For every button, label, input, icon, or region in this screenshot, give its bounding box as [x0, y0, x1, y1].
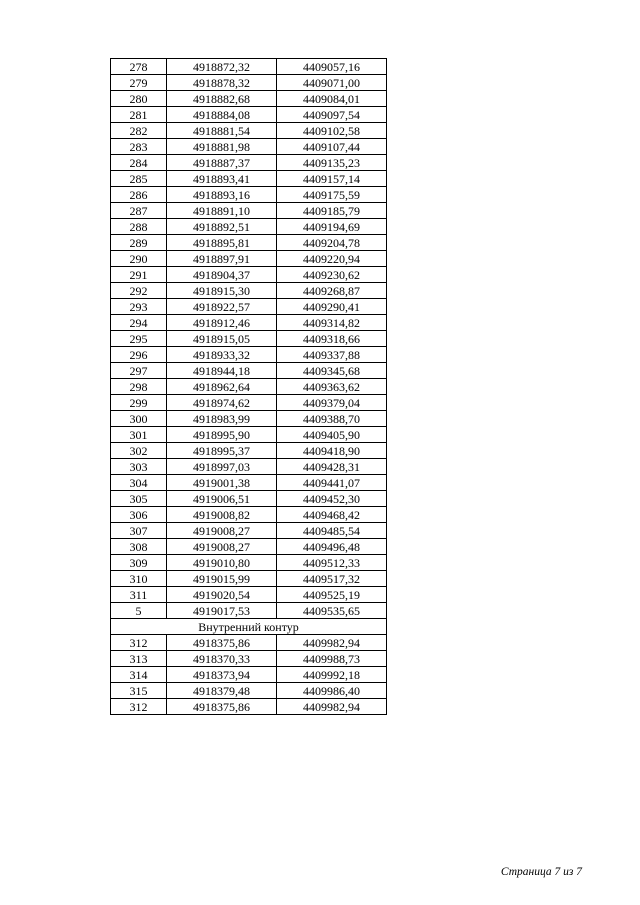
- y-coordinate-cell: 4409496,48: [277, 539, 387, 555]
- x-coordinate-cell: 4918370,33: [167, 651, 277, 667]
- table-row: [111, 59, 387, 75]
- x-coordinate-cell: 4919001,38: [167, 475, 277, 491]
- point-number-cell: 311: [111, 587, 167, 603]
- point-number-cell: 302: [111, 443, 167, 459]
- x-coordinate-cell: 4918995,90: [167, 427, 277, 443]
- x-coordinate-cell: 4918897,91: [167, 251, 277, 267]
- x-coordinate-cell: 4918892,51: [167, 219, 277, 235]
- y-coordinate-cell: 4409982,94: [277, 699, 387, 715]
- table-row: [111, 299, 387, 315]
- table-row: [111, 635, 387, 651]
- y-coordinate-cell: 4409468,42: [277, 507, 387, 523]
- x-coordinate-cell: 4918379,48: [167, 683, 277, 699]
- point-number-cell: 284: [111, 155, 167, 171]
- y-coordinate-cell: 4409135,23: [277, 155, 387, 171]
- x-coordinate-cell: 4918893,16: [167, 187, 277, 203]
- point-number-cell: 297: [111, 363, 167, 379]
- x-coordinate-cell: 4918373,94: [167, 667, 277, 683]
- point-number-cell: 285: [111, 171, 167, 187]
- x-coordinate-cell: 4918983,99: [167, 411, 277, 427]
- x-coordinate-cell: 4918962,64: [167, 379, 277, 395]
- y-coordinate-cell: 4409517,32: [277, 571, 387, 587]
- x-coordinate-cell: 4918891,10: [167, 203, 277, 219]
- point-number-cell: 309: [111, 555, 167, 571]
- x-coordinate-cell: 4919006,51: [167, 491, 277, 507]
- table-row: [111, 603, 387, 619]
- table-row: [111, 699, 387, 715]
- y-coordinate-cell: 4409194,69: [277, 219, 387, 235]
- y-coordinate-cell: 4409388,70: [277, 411, 387, 427]
- table-row: [111, 331, 387, 347]
- point-number-cell: 5: [111, 603, 167, 619]
- point-number-cell: 282: [111, 123, 167, 139]
- x-coordinate-cell: 4919015,99: [167, 571, 277, 587]
- point-number-cell: 314: [111, 667, 167, 683]
- y-coordinate-cell: 4409345,68: [277, 363, 387, 379]
- y-coordinate-cell: 4409485,54: [277, 523, 387, 539]
- y-coordinate-cell: 4409057,16: [277, 59, 387, 75]
- point-number-cell: 308: [111, 539, 167, 555]
- point-number-cell: 294: [111, 315, 167, 331]
- table-row: [111, 555, 387, 571]
- point-number-cell: 283: [111, 139, 167, 155]
- x-coordinate-cell: 4919008,27: [167, 539, 277, 555]
- table-row: [111, 523, 387, 539]
- point-number-cell: 305: [111, 491, 167, 507]
- x-coordinate-cell: 4918881,98: [167, 139, 277, 155]
- table-row: [111, 507, 387, 523]
- x-coordinate-cell: 4918882,68: [167, 91, 277, 107]
- y-coordinate-cell: 4409405,90: [277, 427, 387, 443]
- x-coordinate-cell: 4918895,81: [167, 235, 277, 251]
- table-row: [111, 155, 387, 171]
- table-row: [111, 347, 387, 363]
- x-coordinate-cell: 4919020,54: [167, 587, 277, 603]
- table-row: [111, 411, 387, 427]
- point-number-cell: 296: [111, 347, 167, 363]
- point-number-cell: 278: [111, 59, 167, 75]
- y-coordinate-cell: 4409452,30: [277, 491, 387, 507]
- x-coordinate-cell: 4918933,32: [167, 347, 277, 363]
- y-coordinate-cell: 4409988,73: [277, 651, 387, 667]
- table-row: [111, 443, 387, 459]
- point-number-cell: 310: [111, 571, 167, 587]
- y-coordinate-cell: 4409157,14: [277, 171, 387, 187]
- table-row: [111, 683, 387, 699]
- table-row: [111, 539, 387, 555]
- y-coordinate-cell: 4409512,33: [277, 555, 387, 571]
- x-coordinate-cell: 4918375,86: [167, 699, 277, 715]
- table-row: [111, 363, 387, 379]
- y-coordinate-cell: 4409525,19: [277, 587, 387, 603]
- x-coordinate-cell: 4919008,27: [167, 523, 277, 539]
- table-row: [111, 107, 387, 123]
- x-coordinate-cell: 4918915,30: [167, 283, 277, 299]
- table-row: [111, 123, 387, 139]
- y-coordinate-cell: 4409441,07: [277, 475, 387, 491]
- table-row: [111, 491, 387, 507]
- table-row: [111, 267, 387, 283]
- x-coordinate-cell: 4918995,37: [167, 443, 277, 459]
- point-number-cell: 312: [111, 699, 167, 715]
- table-row: [111, 171, 387, 187]
- x-coordinate-cell: 4918915,05: [167, 331, 277, 347]
- y-coordinate-cell: 4409992,18: [277, 667, 387, 683]
- y-coordinate-cell: 4409084,01: [277, 91, 387, 107]
- x-coordinate-cell: 4919017,53: [167, 603, 277, 619]
- point-number-cell: 312: [111, 635, 167, 651]
- table-row: [111, 459, 387, 475]
- point-number-cell: 307: [111, 523, 167, 539]
- y-coordinate-cell: 4409986,40: [277, 683, 387, 699]
- y-coordinate-cell: 4409428,31: [277, 459, 387, 475]
- x-coordinate-cell: 4919008,82: [167, 507, 277, 523]
- y-coordinate-cell: 4409220,94: [277, 251, 387, 267]
- table-row: [111, 475, 387, 491]
- y-coordinate-cell: 4409185,79: [277, 203, 387, 219]
- inner-contour-rows: [111, 635, 387, 715]
- point-number-cell: 290: [111, 251, 167, 267]
- y-coordinate-cell: 4409418,90: [277, 443, 387, 459]
- y-coordinate-cell: 4409071,00: [277, 75, 387, 91]
- y-coordinate-cell: 4409230,62: [277, 267, 387, 283]
- x-coordinate-cell: 4918878,32: [167, 75, 277, 91]
- x-coordinate-cell: 4919010,80: [167, 555, 277, 571]
- y-coordinate-cell: 4409379,04: [277, 395, 387, 411]
- point-number-cell: 292: [111, 283, 167, 299]
- table-row: [111, 251, 387, 267]
- table-row: [111, 219, 387, 235]
- point-number-cell: 288: [111, 219, 167, 235]
- point-number-cell: 300: [111, 411, 167, 427]
- x-coordinate-cell: 4918884,08: [167, 107, 277, 123]
- x-coordinate-cell: 4918997,03: [167, 459, 277, 475]
- y-coordinate-cell: 4409097,54: [277, 107, 387, 123]
- y-coordinate-cell: 4409982,94: [277, 635, 387, 651]
- table-row: [111, 427, 387, 443]
- table-row: [111, 187, 387, 203]
- point-number-cell: 289: [111, 235, 167, 251]
- y-coordinate-cell: 4409102,58: [277, 123, 387, 139]
- table-row: [111, 283, 387, 299]
- y-coordinate-cell: 4409363,62: [277, 379, 387, 395]
- table-row: [111, 139, 387, 155]
- y-coordinate-cell: 4409535,65: [277, 603, 387, 619]
- x-coordinate-cell: 4918872,32: [167, 59, 277, 75]
- point-number-cell: 280: [111, 91, 167, 107]
- point-number-cell: 281: [111, 107, 167, 123]
- y-coordinate-cell: 4409318,66: [277, 331, 387, 347]
- table-row: [111, 587, 387, 603]
- table-row: [111, 395, 387, 411]
- table-row: [111, 315, 387, 331]
- x-coordinate-cell: 4918974,62: [167, 395, 277, 411]
- x-coordinate-cell: 4918893,41: [167, 171, 277, 187]
- table-row: [111, 75, 387, 91]
- point-number-cell: 286: [111, 187, 167, 203]
- point-number-cell: 315: [111, 683, 167, 699]
- table-row: [111, 91, 387, 107]
- outer-contour-rows: [111, 59, 387, 619]
- y-coordinate-cell: 4409314,82: [277, 315, 387, 331]
- point-number-cell: 303: [111, 459, 167, 475]
- x-coordinate-cell: 4918904,37: [167, 267, 277, 283]
- point-number-cell: 291: [111, 267, 167, 283]
- y-coordinate-cell: 4409107,44: [277, 139, 387, 155]
- y-coordinate-cell: 4409290,41: [277, 299, 387, 315]
- point-number-cell: 298: [111, 379, 167, 395]
- point-number-cell: 313: [111, 651, 167, 667]
- point-number-cell: 306: [111, 507, 167, 523]
- table-row: [111, 203, 387, 219]
- table-row: [111, 667, 387, 683]
- x-coordinate-cell: 4918922,57: [167, 299, 277, 315]
- point-number-cell: 279: [111, 75, 167, 91]
- point-number-cell: 301: [111, 427, 167, 443]
- y-coordinate-cell: 4409268,87: [277, 283, 387, 299]
- point-number-cell: 299: [111, 395, 167, 411]
- x-coordinate-cell: 4918912,46: [167, 315, 277, 331]
- point-number-cell: 293: [111, 299, 167, 315]
- point-number-cell: 295: [111, 331, 167, 347]
- y-coordinate-cell: 4409175,59: [277, 187, 387, 203]
- x-coordinate-cell: 4918944,18: [167, 363, 277, 379]
- section-label-inner-contour: Внутренний контур: [111, 619, 387, 635]
- table-row: [111, 571, 387, 587]
- x-coordinate-cell: 4918881,54: [167, 123, 277, 139]
- coordinates-table: [110, 58, 387, 715]
- x-coordinate-cell: 4918887,37: [167, 155, 277, 171]
- y-coordinate-cell: 4409337,88: [277, 347, 387, 363]
- section-header-row: [111, 619, 387, 635]
- point-number-cell: 287: [111, 203, 167, 219]
- x-coordinate-cell: 4918375,86: [167, 635, 277, 651]
- section-header-group: [111, 619, 387, 635]
- y-coordinate-cell: 4409204,78: [277, 235, 387, 251]
- page-number: Страница 7 из 7: [500, 866, 582, 878]
- table-row: [111, 235, 387, 251]
- point-number-cell: 304: [111, 475, 167, 491]
- table-row: [111, 379, 387, 395]
- table-row: [111, 651, 387, 667]
